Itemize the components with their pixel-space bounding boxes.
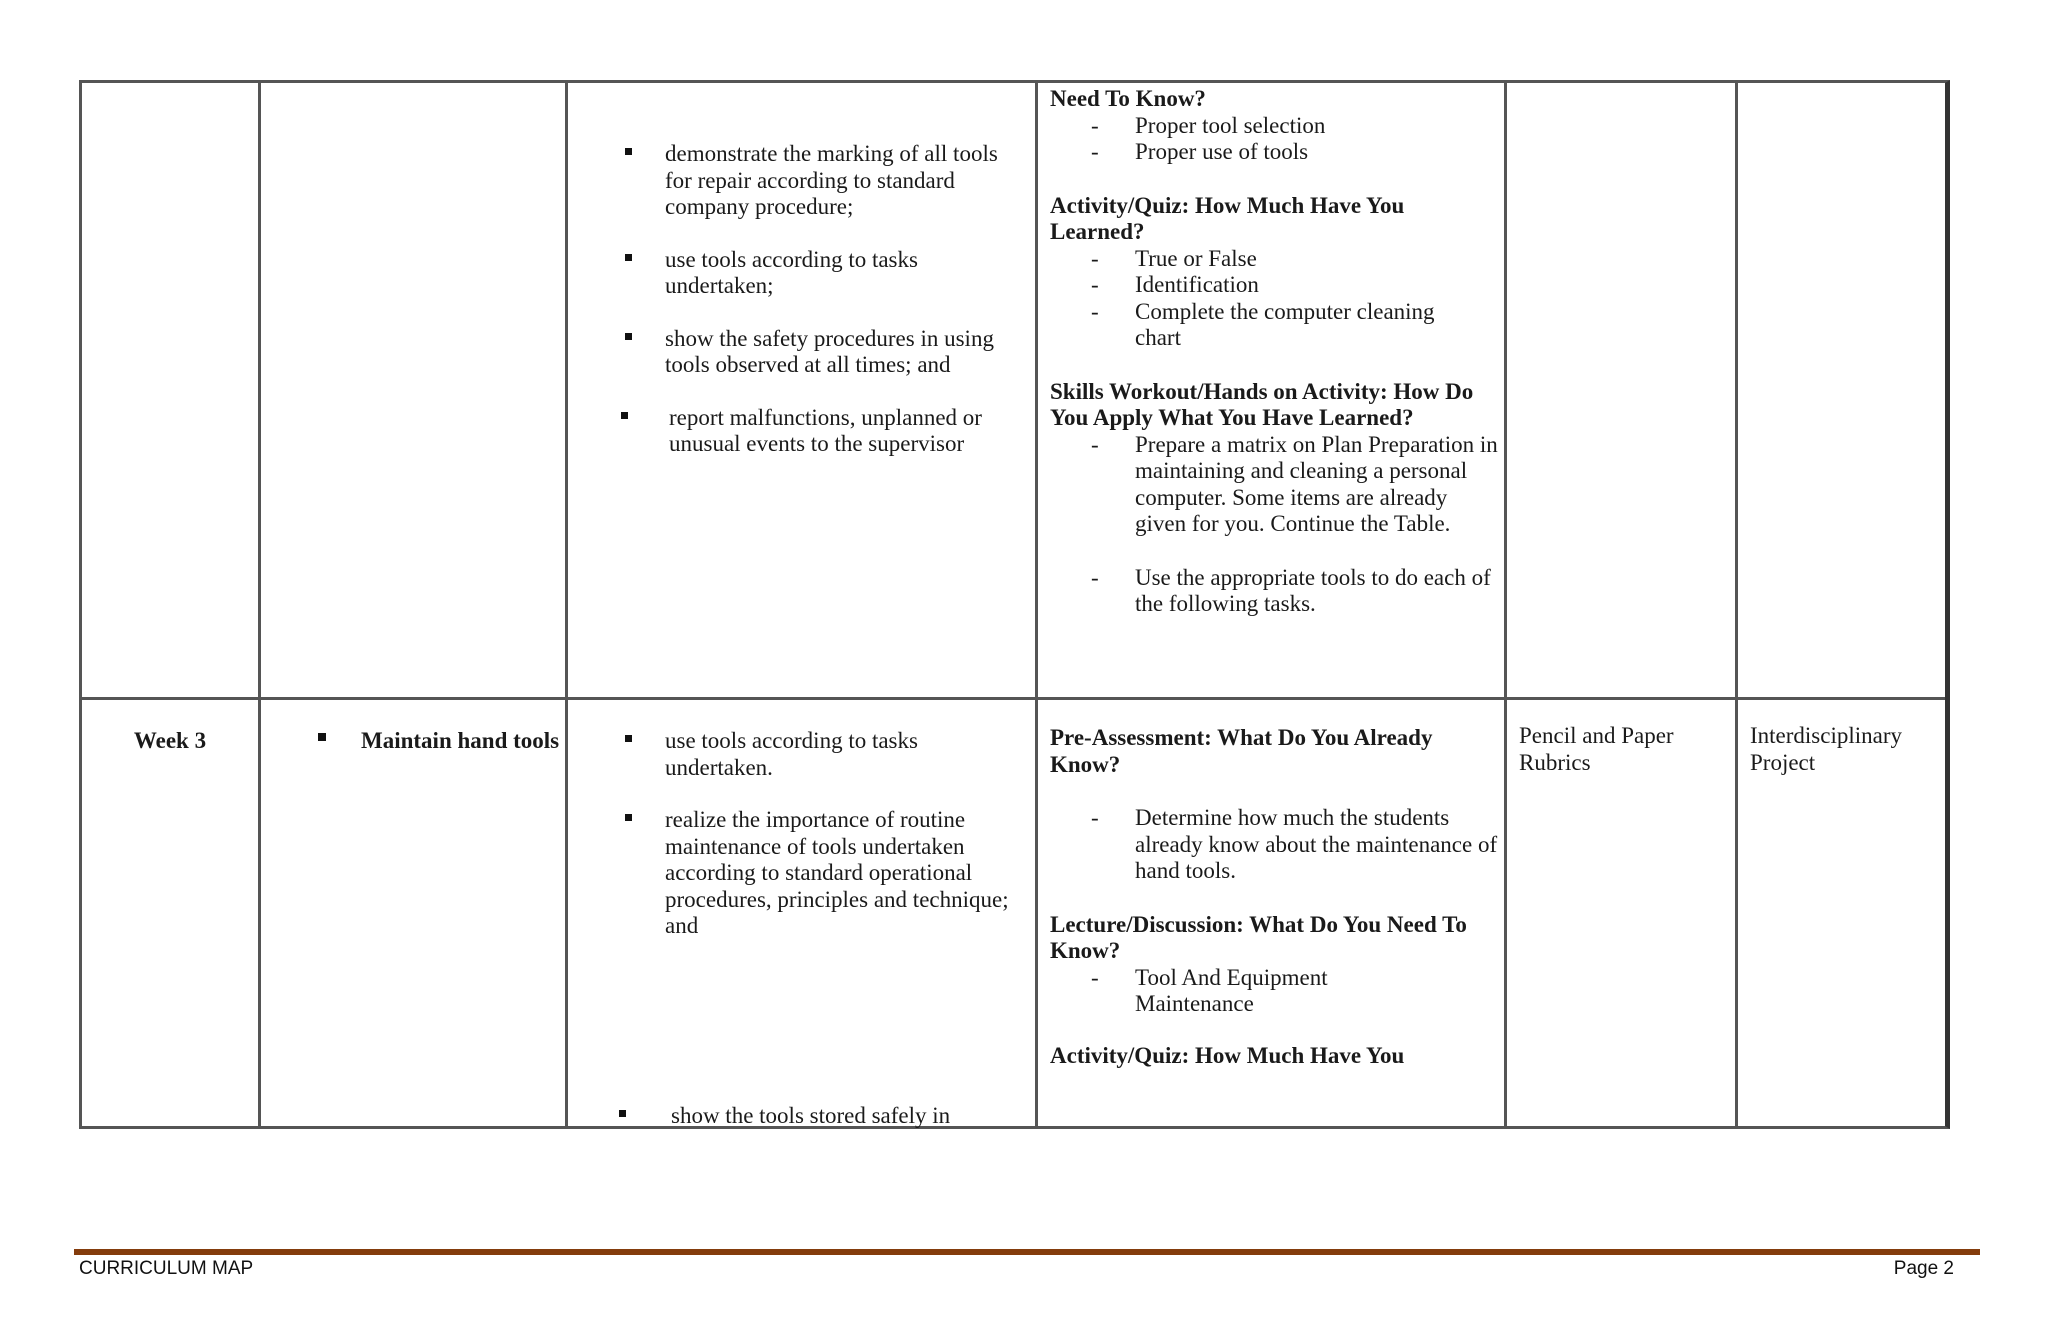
row1-objectives-list — [665, 141, 1025, 458]
dash-icon: - — [1091, 112, 1099, 138]
footer-title: CURRICULUM MAP — [79, 1258, 254, 1279]
curriculum-table — [79, 80, 1950, 1129]
row2-objectives-list — [665, 728, 1025, 1130]
bullet-square-icon — [318, 733, 326, 741]
dash-icon: - — [1091, 298, 1099, 324]
dash-icon: - — [1091, 272, 1099, 297]
bullet-square-icon — [625, 148, 632, 155]
row1-objectives-cell — [665, 141, 1025, 458]
list-item-text: Determine how much the students already know about the maintenance of hand tools. — [1135, 805, 1498, 883]
topic-cell — [361, 728, 561, 755]
list-item-text: Tool And Equipment Maintenance — [1135, 964, 1328, 1016]
objective-text: use tools according to tasks undertaken; — [665, 246, 918, 298]
column-divider — [1035, 83, 1038, 1126]
objective-text: demonstrate the marking of all tools for repair according to standard company procedure; — [665, 141, 998, 219]
list-item — [1050, 246, 1500, 273]
bullet-square-icon — [625, 333, 632, 340]
dash-icon: - — [1091, 245, 1099, 271]
objective-item — [665, 141, 1025, 221]
need-to-know-list — [1050, 113, 1500, 166]
bullet-square-icon — [625, 735, 632, 742]
assessment-cell: Pencil and Paper Rubrics — [1519, 723, 1674, 775]
topic-text: Maintain hand tools — [361, 728, 560, 753]
quiz-list — [1050, 246, 1500, 352]
dash-icon: - — [1091, 564, 1099, 590]
list-item-text: Prepare a matrix on Plan Preparation in maintaining and cleaning a personal computer. Some items are already given for you. Continue the Table. — [1135, 431, 1498, 536]
list-item-text: Complete the computer cleaning chart — [1135, 298, 1435, 350]
objective-text: show the tools stored safely in — [671, 1103, 951, 1128]
objective-item — [665, 728, 1025, 781]
row1-activities-cell — [1050, 86, 1500, 618]
footer-rule — [74, 1249, 1980, 1255]
topic-item — [361, 728, 561, 755]
objective-text: realize the importance of routine maintenance of tools undertaken according to standard operational procedures, principles and technique; and — [665, 807, 1009, 938]
objective-item — [665, 326, 1025, 379]
bullet-square-icon — [621, 412, 628, 419]
objective-item — [665, 247, 1025, 300]
list-item-text: Proper use of tools — [1135, 139, 1309, 164]
list-item — [1050, 139, 1500, 166]
quiz-heading: Activity/Quiz: How Much Have You Learned? — [1050, 192, 1405, 244]
skills-workout-heading: Skills Workout/Hands on Activity: How Do You Apply What You Have Learned? — [1050, 378, 1474, 430]
objective-item — [665, 405, 1025, 458]
bullet-square-icon — [625, 254, 632, 261]
dash-icon: - — [1091, 964, 1099, 990]
list-item-text: Proper tool selection — [1135, 112, 1326, 138]
list-item-text: Use the appropriate tools to do each of the following tasks. — [1135, 564, 1491, 616]
lecture-heading: Lecture/Discussion: What Do You Need To Know? — [1050, 911, 1467, 963]
list-item — [1050, 272, 1500, 299]
objective-text: use tools according to tasks undertaken. — [665, 728, 918, 780]
bullet-square-icon — [619, 1110, 626, 1117]
list-item — [1050, 565, 1500, 618]
week-label: Week 3 — [133, 728, 207, 753]
topic-list — [361, 728, 561, 755]
list-item — [1050, 113, 1500, 140]
row-divider — [82, 697, 1945, 700]
page-number: Page 2 — [1893, 1258, 1954, 1279]
objective-text: report malfunctions, unplanned or unusual events to the supervisor — [669, 404, 982, 456]
list-item — [1050, 299, 1500, 352]
list-item-text: True or False — [1135, 245, 1257, 271]
lecture-list — [1050, 965, 1500, 1018]
pre-assessment-list — [1050, 805, 1500, 885]
bullet-square-icon — [625, 814, 632, 821]
list-item-text: Identification — [1135, 272, 1259, 297]
list-item — [1050, 805, 1500, 885]
list-item — [1050, 432, 1500, 538]
column-divider — [258, 83, 261, 1126]
pre-assessment-heading: Pre-Assessment: What Do You Already Know? — [1050, 725, 1433, 777]
column-divider — [1504, 83, 1507, 1126]
project-cell: Interdisciplinary Project — [1750, 723, 1903, 775]
list-item — [1050, 965, 1500, 1018]
row2-objectives-cell — [665, 728, 1025, 1130]
objective-item — [665, 1103, 1025, 1130]
row2-activities-cell — [1050, 725, 1500, 1068]
dash-icon: - — [1091, 431, 1099, 457]
objective-item — [665, 807, 1025, 1103]
quiz-heading: Activity/Quiz: How Much Have You — [1050, 1043, 1405, 1068]
dash-icon: - — [1091, 139, 1099, 164]
column-divider — [565, 83, 568, 1126]
skills-list — [1050, 432, 1500, 618]
objective-text: show the safety procedures in using tools observed at all times; and — [665, 325, 994, 377]
dash-icon: - — [1091, 805, 1099, 830]
column-divider — [1735, 83, 1738, 1126]
need-to-know-heading: Need To Know? — [1050, 86, 1206, 111]
